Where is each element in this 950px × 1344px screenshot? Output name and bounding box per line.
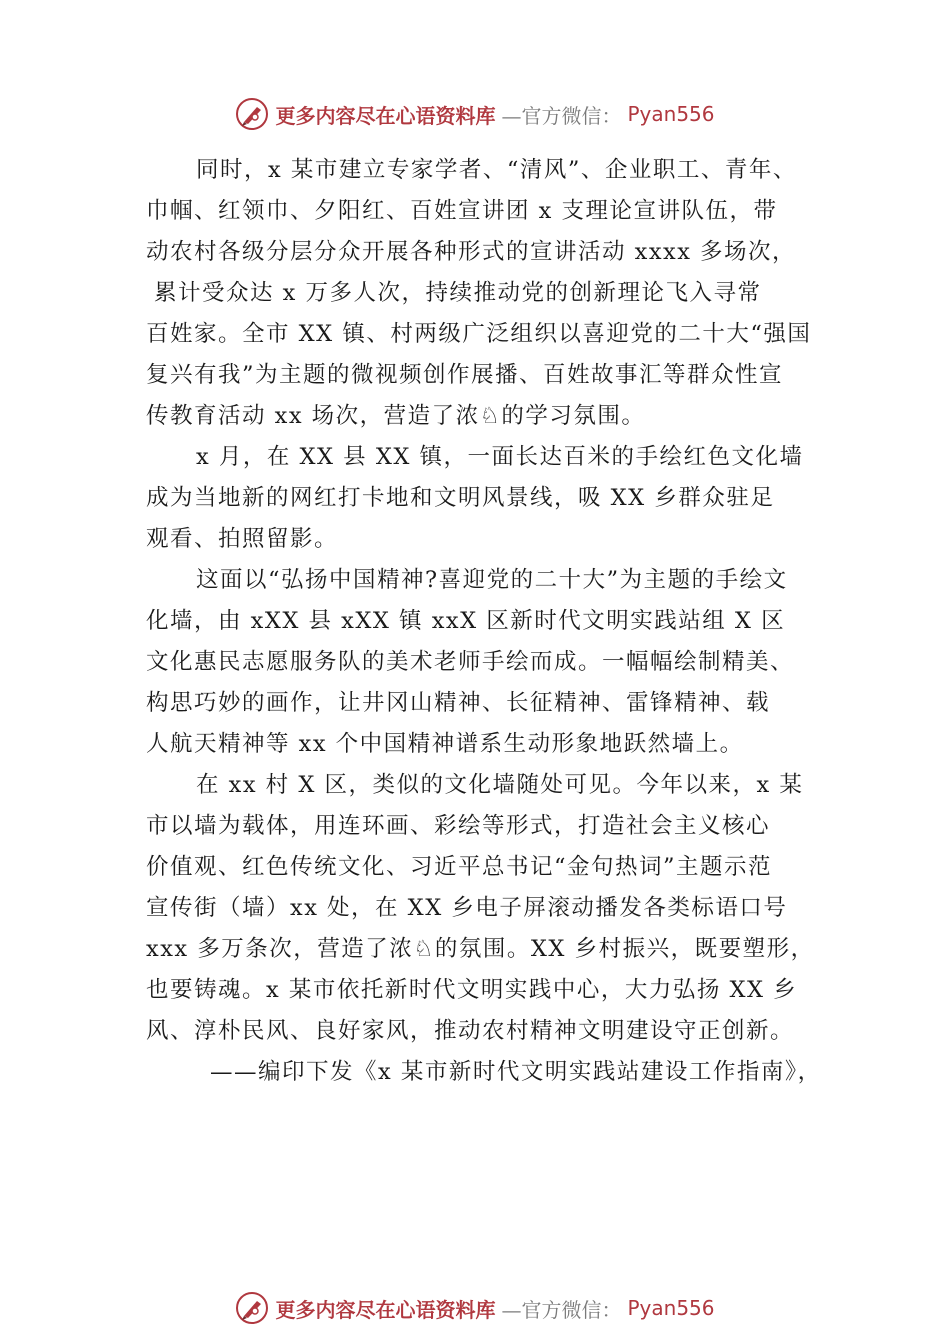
pen-logo-icon <box>235 97 269 131</box>
banner-contact: Pyan556 <box>627 102 715 126</box>
text-line: 在 xx 村 X 区，类似的文化墙随处可见。今年以来，x 某 <box>196 772 804 798</box>
text-line: x 月，在 XX 县 XX 镇，一面长达百米的手绘红色文化墙 <box>196 444 804 470</box>
text-line: 风、淳朴民风、良好家风，推动农村精神文明建设守正创新。 <box>146 1018 795 1044</box>
footer-watermark-banner <box>0 1288 950 1328</box>
document-body <box>146 150 836 1093</box>
text-line: 化墙，由 xXX 县 xXX 镇 xxX 区新时代文明实践站组 X 区 <box>146 608 786 634</box>
text-line: 价值观、红色传统文化、习近平总书记“金句热词”主题示范 <box>146 854 773 880</box>
header-watermark-banner <box>0 94 950 134</box>
text-line: 这面以“弘扬中国精神?喜迎党的二十大”为主题的手绘文 <box>196 567 788 593</box>
text-line: 观看、拍照留影。 <box>146 526 339 552</box>
text-line: 累计受众达 x 万多人次，持续推动党的创新理论飞入寻常 <box>154 280 762 306</box>
banner-separator: —官方微信： <box>501 103 622 128</box>
text-line: 巾帼、红领巾、夕阳红、百姓宣讲团 x 支理论宣讲队伍，带 <box>146 198 778 224</box>
text-line: 市以墙为载体，用连环画、彩绘等形式，打造社会主义核心 <box>146 813 771 839</box>
text-line: 宣传街（墙）xx 处，在 XX 乡电子屏滚动播发各类标语口号 <box>146 895 788 921</box>
text-line: 文化惠民志愿服务队的美术老师手绘而成。一幅幅绘制精美、 <box>146 649 795 675</box>
text-line: xxx 多万条次，营造了浓♘的氛围。XX 乡村振兴，既要塑形， <box>146 936 815 962</box>
banner-title: 更多内容尽在心语资料库 <box>275 1297 496 1322</box>
banner-contact: Pyan556 <box>627 1296 715 1320</box>
text-line: 也要铸魂。x 某市依托新时代文明实践中心，大力弘扬 XX 乡 <box>146 977 798 1003</box>
pen-logo-icon <box>235 1291 269 1325</box>
text-line: 成为当地新的网红打卡地和文明风景线，吸 XX 乡群众驻足 <box>146 485 775 511</box>
banner-title: 更多内容尽在心语资料库 <box>275 103 496 128</box>
text-line: 同时，x 某市建立专家学者、“清风”、企业职工、青年、 <box>196 157 797 183</box>
text-line: 人航天精神等 xx 个中国精神谱系生动形象地跃然墙上。 <box>146 731 744 757</box>
text-line: 百姓家。全市 XX 镇、村两级广泛组织以喜迎党的二十大“强国 <box>146 321 812 347</box>
text-line: 构思巧妙的画作，让井冈山精神、长征精神、雷锋精神、载 <box>146 690 771 716</box>
text-line: 复兴有我”为主题的微视频创作展播、百姓故事汇等群众性宣 <box>146 362 784 388</box>
text-line: ——编印下发《x 某市新时代文明实践站建设工作指南》， <box>210 1059 822 1085</box>
text-line: 动农村各级分层分众开展各种形式的宣讲活动 xxxx 多场次， <box>146 239 797 265</box>
text-line: 传教育活动 xx 场次，营造了浓♘的学习氛围。 <box>146 403 646 429</box>
banner-separator: —官方微信： <box>501 1297 622 1322</box>
